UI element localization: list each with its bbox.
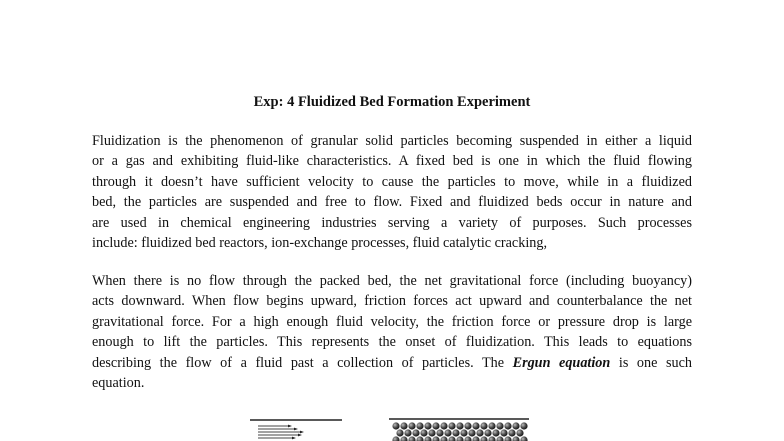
text-line: When there is no flow through the packed bed, the net gravitational force (including buoyancy)	[92, 273, 692, 289]
page-title: Exp: 4 Fluidized Bed Formation Experiment	[253, 94, 531, 110]
text-line: acts downward. When flow begins upward, friction forces act upward and counterbalance the net	[92, 293, 692, 310]
text-line-ergun	[92, 353, 692, 373]
paragraph-fluidization-intro	[92, 131, 692, 253]
text-segment: describing the flow of a fluid past a collection of particles. The	[92, 354, 505, 371]
text-line: enough to lift the particles. This represents the onset of fluidization. This leads to equations	[92, 334, 692, 351]
text-line: through it doesn’t have sufficient velocity to cause the particles to move, while in a fluidized	[92, 173, 692, 190]
text-line: include: fluidized bed reactors, ion-exchange processes, fluid catalytic cracking,	[92, 235, 547, 252]
text-line: equation.	[92, 375, 145, 392]
packed-bed-particles-figure	[388, 416, 530, 441]
text-line: are used in chemical engineering industries serving a variety of purposes. Such processes	[92, 214, 692, 231]
flow-lines-figure	[248, 416, 344, 441]
text-line: gravitational force. For a high enough fluid velocity, the friction force or pressure drop is large	[92, 313, 692, 330]
text-line: Fluidization is the phenomenon of granular solid particles becoming suspended in either a liquid	[92, 133, 692, 149]
text-line: bed, the particles are suspended and free to flow. Fixed and fluidized beds occur in nature and	[92, 194, 692, 211]
ergun-equation-term: Ergun equation	[512, 354, 611, 371]
text-segment: is one such	[618, 354, 692, 371]
text-line: or a gas and exhibiting fluid-like characteristics. A fixed bed is one in which the fluid flowing	[92, 153, 692, 170]
paragraph-flow-forces	[92, 271, 692, 393]
